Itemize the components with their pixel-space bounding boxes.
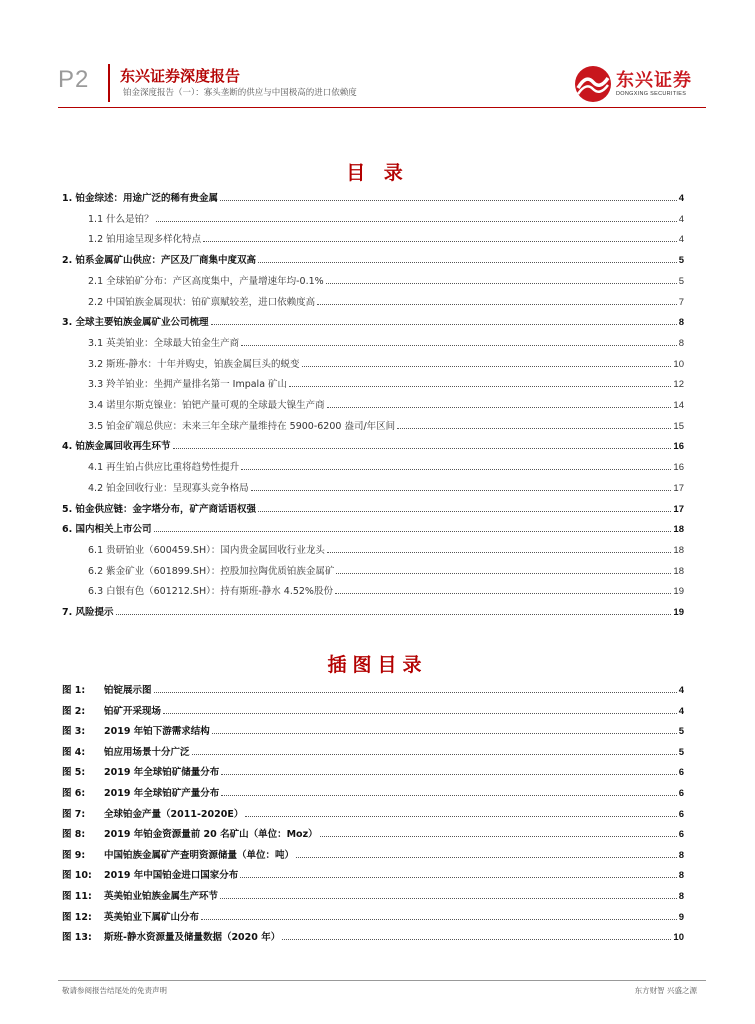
leader-dots — [258, 262, 677, 263]
leader-dots — [173, 448, 672, 449]
figure-page: 6 — [678, 829, 684, 841]
figure-label: 图 13: — [62, 932, 92, 944]
figure-page: 6 — [678, 788, 684, 799]
leader-dots — [289, 386, 671, 387]
toc-entry-section[interactable] — [88, 579, 684, 597]
figure-entry[interactable] — [62, 822, 684, 840]
toc-entry-text: 6. 国内相关上市公司 — [62, 524, 152, 536]
figure-title: 2019 年铂下游需求结构 — [104, 726, 210, 738]
figure-entry[interactable] — [62, 740, 684, 758]
toc-entry-page: 19 — [673, 586, 684, 598]
toc-entry-text: 3.3 羚羊铂业：坐拥产量排名第一 Impala 矿山 — [88, 379, 288, 391]
figure-page: 4 — [678, 685, 684, 696]
toc-entry-page: 4 — [678, 193, 684, 204]
figure-page: 8 — [678, 870, 684, 882]
leader-dots — [163, 713, 677, 714]
figure-page: 8 — [678, 891, 684, 902]
toc-title: 目 录 — [346, 162, 409, 184]
toc-entry-page: 8 — [678, 317, 684, 329]
toc-entry-text: 6.2 紫金矿业（601899.SH）：控股加拉陶优质铂族金属矿 — [88, 565, 335, 577]
company-logo — [572, 64, 702, 106]
figures-title: 插图目录 — [327, 654, 428, 676]
leader-dots — [221, 774, 676, 775]
toc-entry-page: 16 — [673, 462, 684, 474]
figure-label: 图 1: — [62, 685, 86, 696]
leader-dots — [192, 754, 677, 755]
figure-label: 图 5: — [62, 767, 86, 779]
figure-entry[interactable] — [62, 781, 684, 799]
toc-entry-text: 3.5 铂金矿端总供应：未来三年全球产量维持在 5900-6200 盎司/年区间 — [88, 420, 396, 432]
leader-dots — [302, 366, 672, 367]
toc-entry-section[interactable] — [88, 414, 684, 432]
toc-entry-text: 4.1 再生铂占供应比重将趋势性提升 — [88, 462, 240, 474]
toc-entry-section[interactable] — [88, 227, 684, 245]
toc-entry-page: 15 — [673, 420, 684, 432]
toc-entry-section[interactable] — [88, 352, 684, 370]
toc-entry-section[interactable] — [88, 393, 684, 411]
figure-label: 图 6: — [62, 788, 86, 799]
figure-label: 图 10: — [62, 870, 92, 882]
logo-mark-icon — [572, 64, 614, 104]
header-rule — [58, 107, 706, 108]
figure-title: 2019 年全球铂矿产量分布 — [104, 788, 220, 799]
toc-entry-page: 7 — [678, 296, 684, 308]
report-subtitle: 铂金深度报告（一）：寡头垄断的供应与中国极高的进口依赖度 — [123, 88, 357, 98]
toc-entry-page: 12 — [673, 379, 684, 391]
toc-entry-page: 14 — [673, 400, 684, 411]
toc-entry-chapter[interactable] — [62, 517, 684, 535]
toc-entry-page: 16 — [673, 441, 684, 453]
toc-entry-text: 5. 铂金供应链：金字塔分布，矿产商话语权强 — [62, 503, 257, 515]
leader-dots — [251, 490, 672, 491]
footer-slogan: 东方财智 兴盛之源 — [634, 986, 697, 995]
report-title: 东兴证券深度报告 — [120, 67, 241, 85]
leader-dots — [211, 324, 677, 325]
figure-entry[interactable] — [62, 925, 684, 943]
footer-rule — [58, 980, 706, 981]
logo-text-cn: 东兴证券 — [616, 70, 692, 91]
leader-dots — [203, 241, 677, 242]
toc-entry-page: 18 — [673, 544, 684, 556]
leader-dots — [220, 898, 677, 899]
leader-dots — [327, 552, 672, 553]
toc-entry-page: 17 — [673, 503, 684, 515]
figure-title: 斯班-静水资源量及储量数据（2020 年） — [104, 932, 281, 944]
leader-dots — [245, 816, 676, 817]
toc-entry-chapter[interactable] — [62, 310, 684, 328]
leader-dots — [116, 614, 672, 615]
figure-entry[interactable] — [62, 760, 684, 778]
toc-entry-section[interactable] — [88, 476, 684, 494]
toc-entry-section[interactable] — [88, 269, 684, 287]
toc-entry-chapter[interactable] — [62, 600, 684, 618]
leader-dots — [154, 531, 672, 532]
leader-dots — [335, 593, 671, 594]
toc-entry-text: 3.2 斯班-静水：十年并购史，铂族金属巨头的蜕变 — [88, 358, 300, 370]
figure-label: 图 3: — [62, 726, 86, 738]
toc-entry-text: 4.2 铂金回收行业：呈现寡头竞争格局 — [88, 482, 249, 494]
toc-entry-text: 6.3 白银有色（601212.SH）：持有斯班-静水 4.52%股份 — [88, 586, 333, 598]
toc-entry-text: 3. 全球主要铂族金属矿业公司梳理 — [62, 317, 209, 329]
figure-page: 5 — [678, 726, 684, 738]
toc-entry-text: 1. 铂金综述：用途广泛的稀有贵金属 — [62, 193, 219, 204]
figure-entry[interactable] — [62, 678, 684, 696]
leader-dots — [241, 345, 677, 346]
figure-entry[interactable] — [62, 843, 684, 861]
figure-entry[interactable] — [62, 802, 684, 820]
toc-entry-page: 4 — [678, 234, 684, 246]
toc-entry-page: 17 — [673, 482, 684, 494]
toc-entry-text: 1.1 什么是铂？ — [88, 213, 154, 225]
toc-entry-text: 2.2 中国铂族金属现状：铂矿禀赋较差，进口依赖度高 — [88, 296, 316, 308]
page-number: P2 — [58, 66, 90, 93]
toc-entry-section[interactable] — [88, 559, 684, 577]
page-header — [0, 0, 755, 110]
figure-page: 8 — [678, 849, 684, 861]
leader-dots — [336, 573, 671, 574]
toc-entry-page: 10 — [673, 358, 684, 370]
toc-entry-section[interactable] — [88, 290, 684, 308]
leader-dots — [282, 939, 671, 940]
toc-entry-page: 18 — [673, 565, 684, 577]
leader-dots — [154, 692, 677, 693]
toc-entry-text: 1.2 铂用途呈现多样化特点 — [88, 234, 202, 246]
leader-dots — [258, 511, 671, 512]
toc-entry-page: 8 — [678, 337, 684, 349]
toc-entry-chapter[interactable] — [62, 497, 684, 515]
leader-dots — [296, 857, 677, 858]
figure-label: 图 11: — [62, 891, 92, 902]
toc-entry-text: 4. 铂族金属回收再生环节 — [62, 441, 171, 453]
toc-entry-chapter[interactable] — [62, 434, 684, 452]
leader-dots — [317, 304, 677, 305]
toc-entry-text: 2.1 全球铂矿分布：产区高度集中，产量增速年均-0.1% — [88, 275, 324, 287]
figure-title: 英美铂业下属矿山分布 — [104, 911, 200, 923]
figure-title: 铂应用场景十分广泛 — [104, 746, 190, 758]
leader-dots — [327, 407, 672, 408]
toc-entry-chapter[interactable] — [62, 186, 684, 204]
figure-title: 英美铂业铂族金属生产环节 — [104, 891, 219, 902]
figure-title: 中国铂族金属矿产查明资源储量（单位：吨） — [104, 849, 295, 861]
figure-entry[interactable] — [62, 905, 684, 923]
toc-entry-page: 19 — [673, 607, 684, 618]
figure-title: 2019 年铂金资源量前 20 名矿山（单位：Moz） — [104, 829, 318, 841]
figure-label: 图 8: — [62, 829, 86, 841]
figure-page: 10 — [673, 932, 684, 944]
toc-entry-text: 6.1 贵研铂业（600459.SH）：国内贵金属回收行业龙头 — [88, 544, 325, 556]
toc-entry-page: 5 — [678, 275, 684, 287]
figure-page: 6 — [678, 808, 684, 820]
figure-label: 图 7: — [62, 808, 86, 820]
toc-entry-page: 18 — [673, 524, 684, 536]
figure-entry[interactable] — [62, 863, 684, 881]
toc-entry-text: 3.4 诺里尔斯克镍业：铂钯产量可观的全球最大镍生产商 — [88, 400, 325, 411]
figure-title: 全球铂金产量（2011-2020E） — [104, 808, 244, 820]
figure-label: 图 2: — [62, 705, 86, 717]
leader-dots — [326, 283, 677, 284]
leader-dots — [156, 221, 677, 222]
figure-entry[interactable] — [62, 699, 684, 717]
leader-dots — [241, 469, 671, 470]
toc-entry-text: 3.1 英美铂业：全球最大铂金生产商 — [88, 337, 240, 349]
figure-page: 5 — [678, 746, 684, 758]
leader-dots — [320, 836, 677, 837]
footer-disclaimer: 敬请参阅报告结尾处的免责声明 — [62, 986, 167, 995]
figure-label: 图 12: — [62, 911, 92, 923]
leader-dots — [221, 795, 676, 796]
figure-title: 铂锭展示图 — [104, 685, 152, 696]
figure-entry[interactable] — [62, 719, 684, 737]
toc-entry-section[interactable] — [88, 455, 684, 473]
figure-title: 2019 年中国铂金进口国家分布 — [104, 870, 239, 882]
leader-dots — [240, 877, 676, 878]
toc-entry-text: 7. 风险提示 — [62, 607, 114, 618]
leader-dots — [212, 733, 677, 734]
leader-dots — [220, 200, 677, 201]
header-divider — [108, 64, 110, 102]
leader-dots — [397, 428, 671, 429]
figure-page: 6 — [678, 767, 684, 779]
toc-entry-section[interactable] — [88, 538, 684, 556]
toc-entry-chapter[interactable] — [62, 248, 684, 266]
toc-entry-page: 5 — [678, 255, 684, 267]
figure-page: 9 — [678, 911, 684, 923]
leader-dots — [201, 919, 677, 920]
toc-entry-section[interactable] — [88, 331, 684, 349]
figure-title: 铂矿开采现场 — [104, 705, 162, 717]
toc-entry-section[interactable] — [88, 207, 684, 225]
figure-label: 图 4: — [62, 746, 86, 758]
toc-entry-text: 2. 铂系金属矿山供应：产区及厂商集中度双高 — [62, 255, 257, 267]
figure-label: 图 9: — [62, 849, 86, 861]
logo-text-en: DONGXING SECURITIES — [616, 91, 687, 97]
figure-page: 4 — [678, 705, 684, 717]
figure-title: 2019 年全球铂矿储量分布 — [104, 767, 220, 779]
toc-entry-section[interactable] — [88, 372, 684, 390]
figure-entry[interactable] — [62, 884, 684, 902]
toc-entry-page: 4 — [678, 213, 684, 225]
